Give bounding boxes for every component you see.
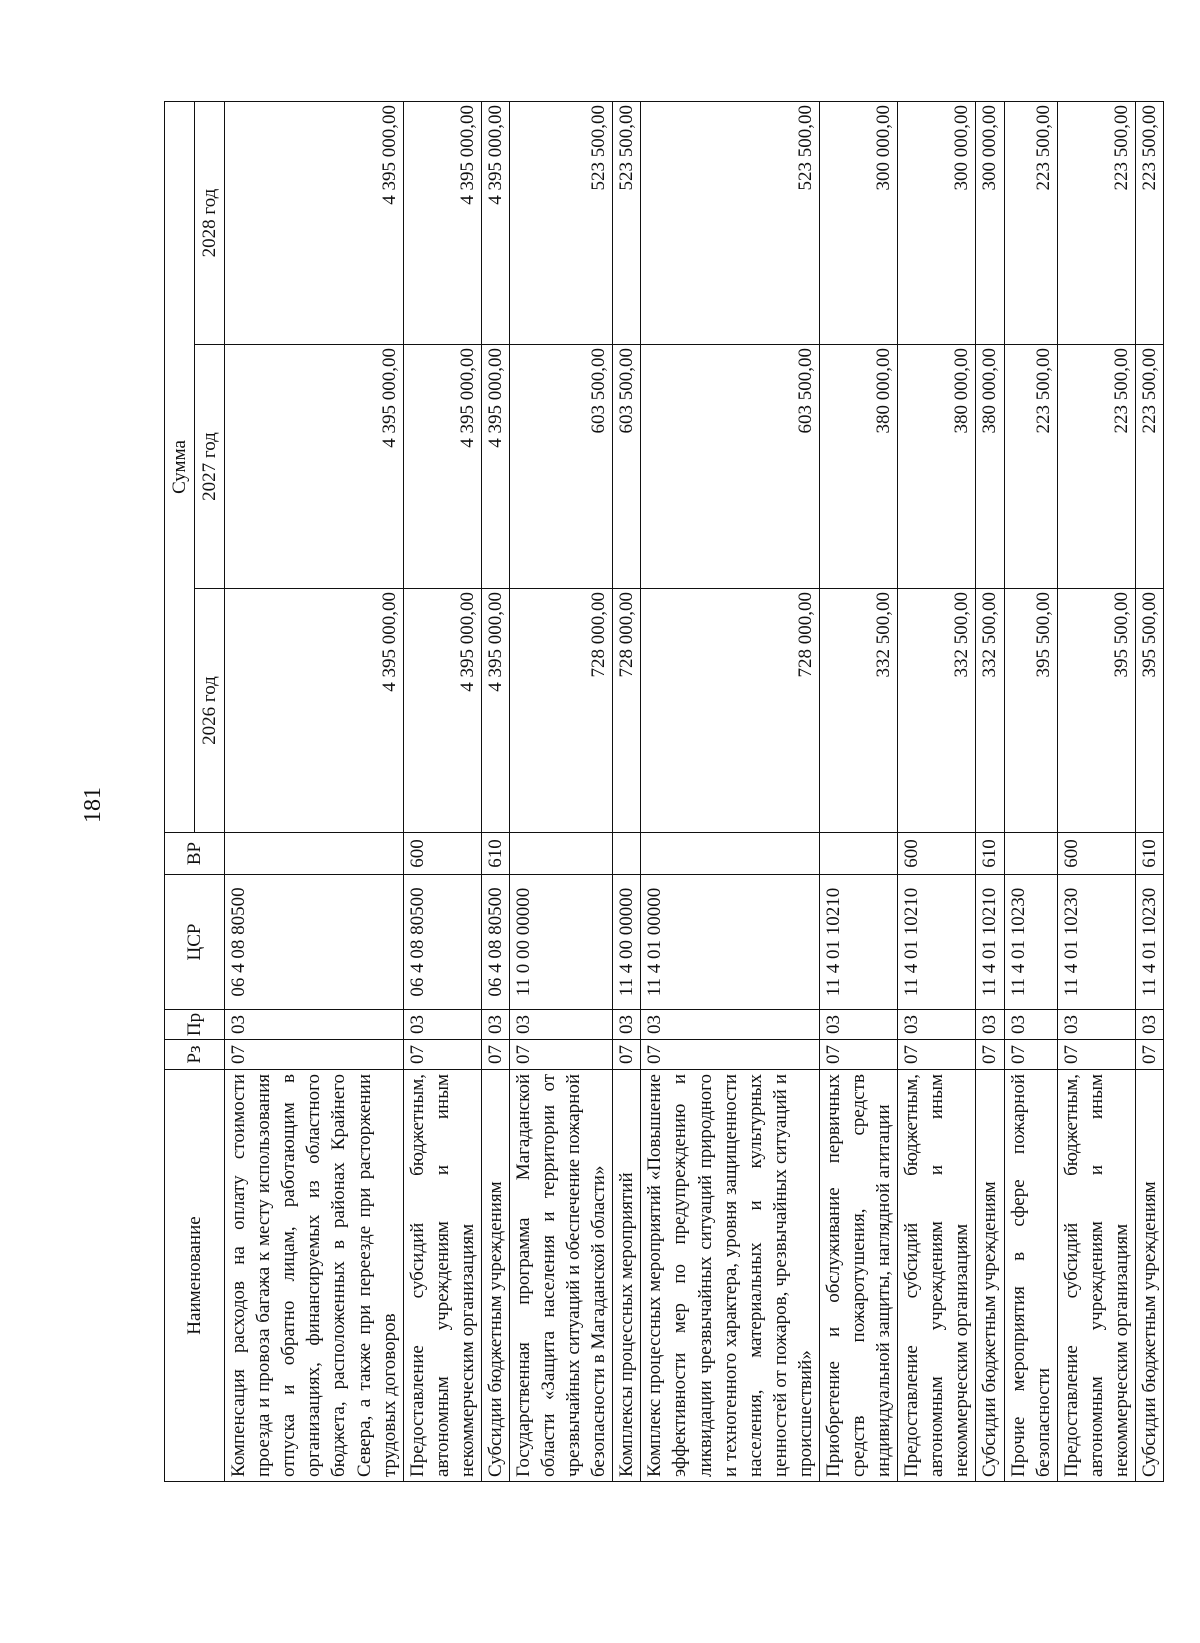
row-csr: 11 4 01 10210 (819, 875, 897, 1010)
row-2027: 380 000,00 (976, 345, 1004, 589)
row-vr (641, 833, 820, 875)
row-csr: 11 4 01 10230 (1004, 875, 1057, 1010)
row-pr: 03 (819, 1010, 897, 1040)
row-name: Предоставление субсидий бюджетным, автономным учреждениям и иным некоммерческим организациям (1057, 1070, 1135, 1482)
header-vr: ВР (165, 833, 225, 875)
table-row (1004, 101, 1057, 1481)
budget-table (164, 101, 1164, 1482)
row-2027: 380 000,00 (898, 345, 976, 589)
row-name: Комплекс процессных мероприятий «Повышение эффективности мер по предупреждению и ликвидации чрезвычайных ситуаций природного и техногенного характера, уровня защищенности населения, материальных и культурных ценностей от пожаров, чрезвычайных ситуаций и происшествий» (641, 1070, 820, 1482)
row-2028: 523 500,00 (613, 101, 641, 344)
row-vr: 610 (976, 833, 1004, 875)
row-rz: 07 (481, 1040, 509, 1070)
table-row (1057, 101, 1135, 1481)
row-vr: 610 (1135, 833, 1163, 875)
row-2028: 523 500,00 (641, 101, 820, 344)
header-name: Наименование (165, 1070, 225, 1482)
row-name: Субсидии бюджетным учреждениям (1135, 1070, 1163, 1482)
header-pr: Пр (165, 1010, 225, 1040)
row-2028: 223 500,00 (1135, 101, 1163, 344)
row-csr: 06 4 08 80500 (403, 875, 481, 1010)
row-rz: 07 (1135, 1040, 1163, 1070)
row-pr: 03 (510, 1010, 613, 1040)
table-row (1135, 101, 1163, 1481)
row-rz: 07 (1004, 1040, 1057, 1070)
row-name: Субсидии бюджетным учреждениям (481, 1070, 509, 1482)
row-2027: 223 500,00 (1135, 345, 1163, 589)
row-name: Субсидии бюджетным учреждениям (976, 1070, 1004, 1482)
row-vr: 600 (898, 833, 976, 875)
row-pr: 03 (403, 1010, 481, 1040)
row-2028: 4 395 000,00 (481, 101, 509, 344)
row-vr: 600 (403, 833, 481, 875)
row-2028: 4 395 000,00 (403, 101, 481, 344)
header-2027: 2027 год (195, 345, 225, 589)
row-2026: 4 395 000,00 (481, 589, 509, 833)
row-2028: 300 000,00 (976, 101, 1004, 344)
row-name: Предоставление субсидий бюджетным, автономным учреждениям и иным некоммерческим организациям (898, 1070, 976, 1482)
table-row (976, 101, 1004, 1481)
row-csr: 11 4 01 10230 (1135, 875, 1163, 1010)
row-2028: 300 000,00 (898, 101, 976, 344)
row-2027: 4 395 000,00 (225, 345, 404, 589)
row-pr: 03 (1004, 1010, 1057, 1040)
row-2026: 728 000,00 (641, 589, 820, 833)
row-name: Приобретение и обслуживание первичных средств пожаротушения, средств индивидуальной защиты, наглядной агитации (819, 1070, 897, 1482)
row-vr (510, 833, 613, 875)
budget-table-container (164, 102, 1160, 1482)
row-2027: 4 395 000,00 (481, 345, 509, 589)
row-2027: 223 500,00 (1004, 345, 1057, 589)
row-rz: 07 (641, 1040, 820, 1070)
table-row (641, 101, 820, 1481)
row-pr: 03 (1135, 1010, 1163, 1040)
header-row (165, 101, 195, 1481)
row-2027: 4 395 000,00 (403, 345, 481, 589)
table-row (510, 101, 613, 1481)
row-rz: 07 (976, 1040, 1004, 1070)
row-pr: 03 (481, 1010, 509, 1040)
row-pr: 03 (225, 1010, 404, 1040)
row-2026: 395 500,00 (1004, 589, 1057, 833)
row-2027: 603 500,00 (641, 345, 820, 589)
row-2026: 332 500,00 (976, 589, 1004, 833)
row-vr (1004, 833, 1057, 875)
row-2026: 395 500,00 (1057, 589, 1135, 833)
row-2027: 380 000,00 (819, 345, 897, 589)
row-2026: 728 000,00 (510, 589, 613, 833)
header-rz: Рз (165, 1040, 225, 1070)
row-pr: 03 (898, 1010, 976, 1040)
row-pr: 03 (613, 1010, 641, 1040)
header-csr: ЦСР (165, 875, 225, 1010)
row-2028: 223 500,00 (1057, 101, 1135, 344)
row-rz: 07 (225, 1040, 404, 1070)
row-2026: 4 395 000,00 (225, 589, 404, 833)
row-csr: 06 4 08 80500 (481, 875, 509, 1010)
row-csr: 11 4 01 10230 (1057, 875, 1135, 1010)
row-2027: 223 500,00 (1057, 345, 1135, 589)
row-csr: 11 4 00 00000 (613, 875, 641, 1010)
row-pr: 03 (1057, 1010, 1135, 1040)
row-2026: 4 395 000,00 (403, 589, 481, 833)
row-vr (819, 833, 897, 875)
table-row (225, 101, 404, 1481)
row-rz: 07 (510, 1040, 613, 1070)
row-vr: 610 (481, 833, 509, 875)
row-csr: 11 4 01 00000 (641, 875, 820, 1010)
row-pr: 03 (976, 1010, 1004, 1040)
row-name: Государственная программа Магаданской области «Защита населения и территории от чрезвычайных ситуаций и обеспечение пожарной безопасности в Магаданской области» (510, 1070, 613, 1482)
table-row (898, 101, 976, 1481)
table-row (613, 101, 641, 1481)
row-2028: 4 395 000,00 (225, 101, 404, 344)
row-2027: 603 500,00 (613, 345, 641, 589)
row-2027: 603 500,00 (510, 345, 613, 589)
row-2028: 523 500,00 (510, 101, 613, 344)
row-csr: 06 4 08 80500 (225, 875, 404, 1010)
table-row (481, 101, 509, 1481)
row-name: Предоставление субсидий бюджетным, автономным учреждениям и иным некоммерческим организациям (403, 1070, 481, 1482)
row-csr: 11 4 01 10210 (976, 875, 1004, 1010)
header-2026: 2026 год (195, 589, 225, 833)
row-2026: 395 500,00 (1135, 589, 1163, 833)
row-rz: 07 (1057, 1040, 1135, 1070)
row-name: Прочие мероприятия в сфере пожарной безопасности (1004, 1070, 1057, 1482)
row-vr: 600 (1057, 833, 1135, 875)
row-2026: 332 500,00 (819, 589, 897, 833)
row-vr (225, 833, 404, 875)
row-csr: 11 4 01 10210 (898, 875, 976, 1010)
table-row (819, 101, 897, 1481)
row-name: Компенсация расходов на оплату стоимости проезда и провоза багажа к месту использования отпуска и обратно лицам, работающим в организациях, финансируемых из областного бюджета, расположенных в районах Крайнего Севера, а также при переезде при расторжении трудовых договоров (225, 1070, 404, 1482)
row-name: Комплексы процессных мероприятий (613, 1070, 641, 1482)
row-rz: 07 (819, 1040, 897, 1070)
row-2028: 223 500,00 (1004, 101, 1057, 344)
page-number: 181 (80, 787, 106, 823)
row-vr (613, 833, 641, 875)
row-2026: 728 000,00 (613, 589, 641, 833)
row-2026: 332 500,00 (898, 589, 976, 833)
row-rz: 07 (898, 1040, 976, 1070)
row-csr: 11 0 00 00000 (510, 875, 613, 1010)
row-rz: 07 (613, 1040, 641, 1070)
header-2028: 2028 год (195, 101, 225, 344)
row-pr: 03 (641, 1010, 820, 1040)
header-sum: Сумма (165, 101, 195, 832)
row-2028: 300 000,00 (819, 101, 897, 344)
table-row (403, 101, 481, 1481)
row-rz: 07 (403, 1040, 481, 1070)
